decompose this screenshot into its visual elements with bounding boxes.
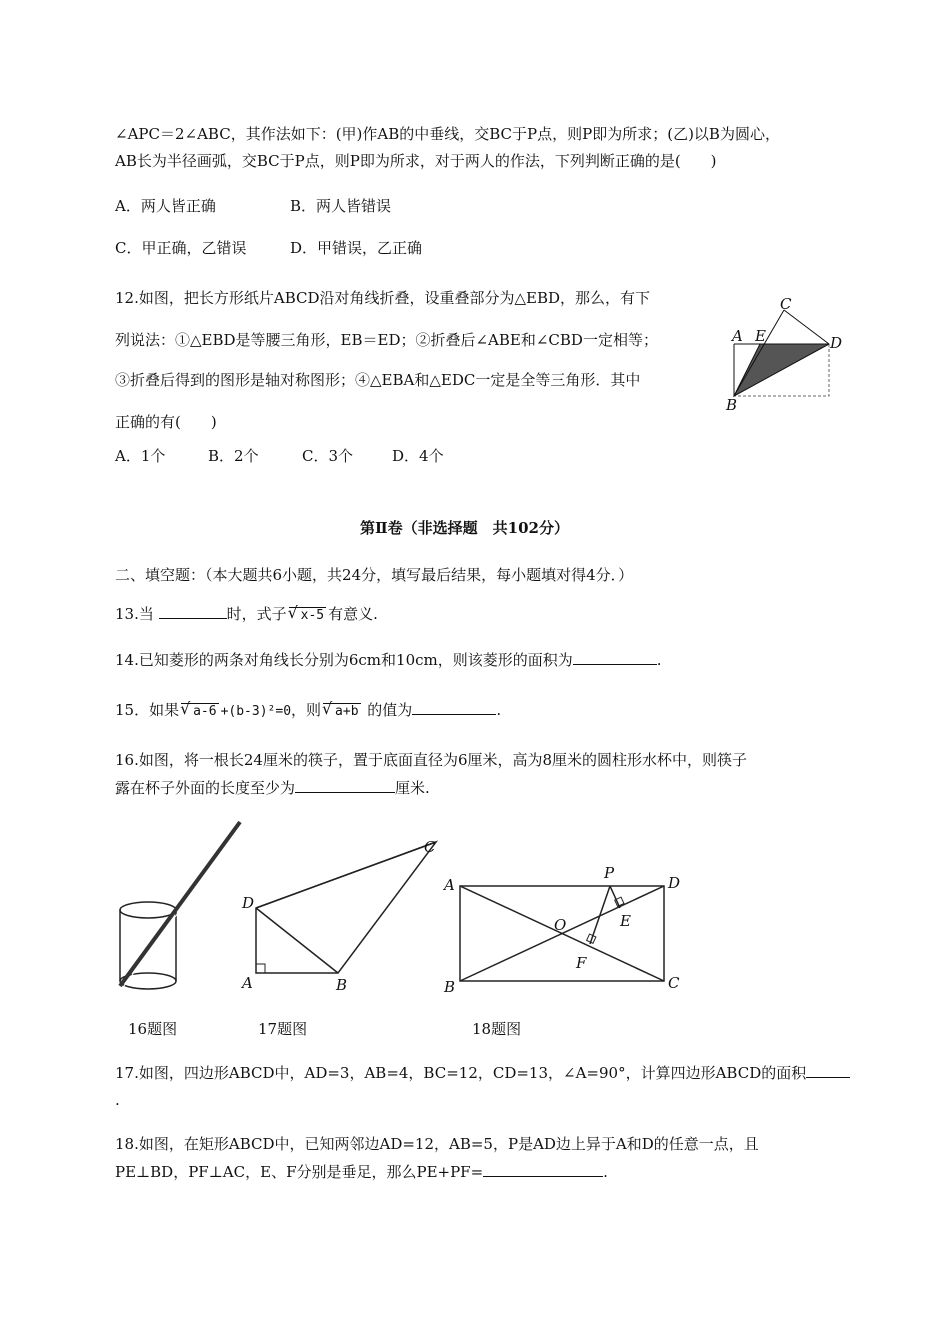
q14 — [115, 650, 662, 670]
label-c: C — [424, 838, 436, 856]
q12-option-d: D．4个 — [392, 447, 444, 465]
label-e: E — [620, 912, 631, 930]
quadrilateral-abcd — [256, 842, 436, 973]
q18-line1: 18.如图，在矩形ABCD中，已知两邻边AD=12，AB=5，P是AD边上异于A和D的任意一点，且 — [115, 1135, 759, 1153]
label-a: A — [242, 974, 253, 992]
label-b: B — [336, 976, 348, 994]
figure-18 — [440, 860, 695, 1000]
q16-line1: 16.如图，将一根长24厘米的筷子，置于底面直径为6厘米，高为8厘米的圆柱形水杯中，则筷子 — [115, 751, 748, 769]
q16-line2 — [115, 778, 430, 798]
q13-blank[interactable] — [159, 604, 227, 619]
label-c: C — [668, 974, 680, 992]
label-p: P — [604, 864, 615, 882]
edge-dc — [256, 842, 436, 908]
q14-text: 14.已知菱形的两条对角线长分别为6cm和10cm，则该菱形的面积为 — [115, 651, 573, 669]
label-a: A — [444, 876, 455, 894]
q15-end: . — [496, 701, 502, 719]
cup-top-ellipse — [120, 902, 176, 918]
right-angle-marker — [256, 964, 265, 973]
label-o: O — [554, 916, 567, 934]
q13-radical: √ x-5 — [289, 607, 326, 624]
q17 — [115, 1063, 850, 1083]
q18-blank[interactable] — [483, 1162, 603, 1177]
q11-option-d: D．甲错误，乙正确 — [290, 239, 423, 257]
q18-end: . — [603, 1163, 608, 1181]
label-b: B — [444, 978, 456, 996]
q15-mid: ，则 — [291, 701, 322, 719]
q12-option-c: C．3个 — [302, 447, 354, 465]
caption-18: 18题图 — [472, 1020, 522, 1038]
q11-option-c: C．甲正确，乙错误 — [115, 239, 247, 257]
q13-post: 有意义. — [328, 605, 378, 623]
q13 — [115, 604, 378, 624]
overlap-triangle — [734, 344, 829, 396]
q12-line2: 列说法：①△EBD是等腰三角形，EB＝ED；②折叠后∠ABE和∠CBD一定相等； — [115, 331, 658, 349]
label-c: C — [780, 298, 792, 313]
q14-end: . — [656, 651, 662, 669]
section2-intro: 二、填空题：（本大题共6小题，共24分，填写最后结果，每小题填对得4分．） — [115, 566, 634, 584]
q13-pre: 13.当 — [115, 605, 159, 623]
q15-pre: 15．如果 — [115, 701, 180, 719]
figure-17 — [238, 830, 448, 1000]
q13-mid: 时，式子 — [226, 605, 287, 623]
label-f: F — [576, 954, 587, 972]
segment-pe — [610, 886, 620, 908]
label-d: D — [830, 334, 843, 352]
q18-line2-text: PE⊥BD，PF⊥AC，E、F分别是垂足，那么PE+PF= — [115, 1163, 484, 1181]
q16-blank[interactable] — [295, 778, 395, 793]
q12-line3: ③折叠后得到的图形是轴对称图形；④△EBA和△EDC一定是全等三角形．其中 — [115, 371, 641, 389]
chopstick — [120, 822, 240, 986]
q16-line2-pre: 露在杯子外面的长度至少为 — [115, 779, 296, 797]
q12-line1: 12.如图，把长方形纸片ABCD沿对角线折叠，设重叠部分为△EBD，那么，有下 — [115, 289, 651, 307]
q11-line2: AB长为半径画弧，交BC于P点，则P即为所求，对于两人的作法，下列判断正确的是( ) — [115, 152, 717, 170]
chopstick-highlight — [124, 825, 243, 986]
q16-line2-post: 厘米. — [395, 779, 430, 797]
q11-option-b: B．两人皆错误 — [290, 197, 392, 215]
section2-title: 第Ⅱ卷（非选择题 共102分） — [360, 519, 569, 537]
diagonal-db — [256, 908, 338, 973]
q15 — [115, 700, 501, 722]
caption-16: 16题图 — [128, 1020, 178, 1038]
q12-figure — [722, 298, 847, 416]
q15-radical-1: √ a-6 — [181, 703, 218, 720]
figure-16 — [110, 818, 245, 998]
label-d: D — [242, 894, 255, 912]
q15-radical-2: √ a+b — [323, 703, 360, 720]
q11-option-a: A．两人皆正确 — [115, 197, 216, 215]
caption-17: 17题图 — [258, 1020, 308, 1038]
q15-blank[interactable] — [412, 700, 496, 715]
label-b: B — [726, 396, 738, 414]
q12-option-a: A．1个 — [115, 447, 166, 465]
q14-blank[interactable] — [573, 650, 657, 665]
q17-end: . — [115, 1091, 120, 1109]
folded-edge-cd — [784, 310, 829, 344]
q17-blank[interactable] — [806, 1063, 850, 1078]
q11-line1: ∠APC＝2∠ABC，其作法如下：(甲)作AB的中垂线，交BC于P点，则P即为所求；(乙)以B为圆心， — [115, 125, 780, 143]
label-a: A — [732, 327, 743, 345]
q12-option-b: B．2个 — [208, 447, 259, 465]
label-e: E — [755, 327, 766, 345]
q17-text: 17.如图，四边形ABCD中，AD=3，AB=4，BC=12，CD=13，∠A=90°，计算四边形ABCD的面积 — [115, 1064, 807, 1082]
q15-post: 的值为 — [362, 701, 413, 719]
q12-line4: 正确的有( ) — [115, 413, 217, 431]
q15-expr-rest: +(b-3)²=0 — [220, 704, 292, 719]
label-d: D — [668, 874, 681, 892]
q18-line2 — [115, 1162, 608, 1182]
